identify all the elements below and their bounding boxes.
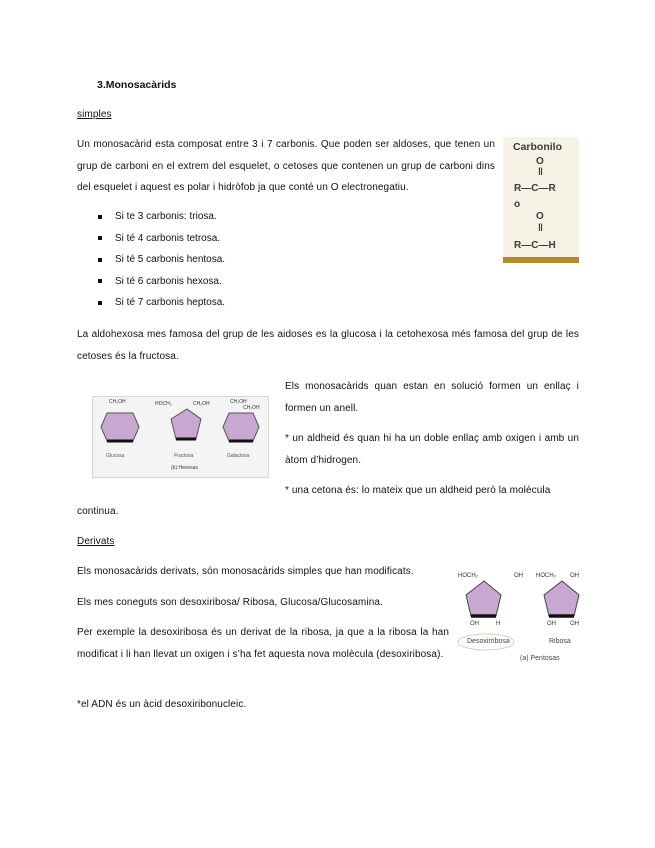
pentoses-diagram (456, 568, 580, 666)
derivats-paragraph-1: Els monosacàrids derivats, són monosacàrids simples que han modificats. (77, 566, 414, 577)
desoxiribosa-name: Desoxirribosa (467, 638, 510, 645)
adn-paragraph: *el ADN és un àcid desoxiribonucleic. (77, 699, 247, 710)
galactose-ch2oh-label: CH₂OH (230, 399, 247, 405)
fructose-ring (171, 409, 201, 439)
list-item: Si té 6 carbonis hexosa. (97, 271, 225, 293)
carbonilo-figure (503, 137, 579, 263)
list-item: Si té 5 carbonis hentosa. (97, 249, 225, 271)
subheading-simple: simples (77, 109, 112, 120)
list-item: Si té 7 carbonis heptosa. (97, 292, 225, 314)
ribosa-bottom-oh-1: OH (547, 621, 556, 627)
fructose-hoch2-label: HOCH₂ (155, 401, 172, 407)
desoxiribosa-bottom-oh: OH (470, 621, 479, 627)
list-item: Si te 3 carbonis: triosa. (97, 206, 225, 228)
figure-bottom-bar (503, 257, 579, 263)
aldheid-paragraph: * un aldheid és quan hi ha un doble enllaç amb oxigen i amb un àtom d’hidrogen. (285, 433, 579, 466)
ketone-double-bond: ‖ (538, 167, 543, 178)
carbonilo-separator: o (514, 199, 521, 210)
glucose-name: Glucosa (106, 453, 125, 459)
hexoses-figure (92, 396, 269, 478)
cetona-paragraph-line2: continua. (77, 506, 119, 517)
subheading-derivats: Derivats (77, 536, 115, 547)
desoxiribosa-oh-top: OH (514, 573, 523, 579)
ribosa-oh-top: OH (570, 573, 579, 579)
galactose-extra-label: CH₂OH (243, 405, 260, 411)
glucose-ch2oh-label: CH₂OH (109, 399, 126, 405)
desoxiribosa-paragraph: Per exemple la desoxiribosa és un derivat de la ribosa, ja que a la ribosa la han modificat i li han llevat un oxigen i s’ha fet aquesta nova molècula (desoxiribosa). (77, 627, 449, 660)
aldehyde-oxygen: O (536, 211, 544, 222)
galactose-ring (223, 413, 259, 441)
ketone-formula: R—C—R (514, 183, 556, 194)
ketone-oxygen: O (536, 156, 544, 167)
section-heading: 3.Monosacàrids (97, 79, 177, 91)
galactose-name: Galactosa (227, 453, 250, 459)
ribosa-hoch2: HOCH₂ (536, 573, 556, 579)
fructose-ch2oh-label: CH₂OH (193, 401, 210, 407)
glucose-ring (101, 413, 139, 441)
desoxiribosa-hoch2: HOCH₂ (458, 573, 478, 579)
desoxiribosa-ring (466, 581, 501, 616)
hexoses-caption: (b) Hexosas (171, 465, 198, 471)
list-item: Si té 4 carbonis tetrosa. (97, 228, 225, 250)
fructose-name: Fructosa (174, 453, 194, 459)
carbonilo-title: Carbonilo (513, 141, 562, 153)
anell-paragraph: Els monosacàrids quan estan en solució formen un enllaç i formen un anell. (285, 381, 579, 414)
aldehyde-double-bond: ‖ (538, 223, 543, 234)
aldohexosa-paragraph: La aldohexosa mes famosa del grup de les aidoses es la glucosa i la cetohexosa més famosa del grup de les cetoses és la fructosa. (77, 329, 579, 362)
derivats-paragraph-2: Els mes coneguts son desoxiribosa/ Ribosa, Glucosa/Glucosamina. (77, 597, 383, 608)
carbon-count-list (97, 206, 225, 314)
ribosa-bottom-oh-2: OH (570, 621, 579, 627)
pentoses-figure (456, 568, 580, 666)
cetona-paragraph-line1: * una cetona és: lo mateix que un aldheid però la molècula (285, 485, 551, 496)
aldehyde-formula: R—C—H (514, 240, 556, 251)
ribosa-ring (544, 581, 579, 616)
pentoses-caption: (a) Pentosas (520, 655, 560, 662)
ribosa-name: Ribosa (549, 638, 571, 645)
desoxiribosa-bottom-h: H (496, 621, 501, 627)
intro-paragraph: Un monosacàrid esta composat entre 3 i 7 carbonis. Que poden ser aldoses, que tenen un grup de carboni en el extrem del esquelet, o cetoses que contenen un grup de carboni dins del esquelet i aquest es polar i hidròfob ja que conté un O electronegatiu. (77, 139, 495, 193)
